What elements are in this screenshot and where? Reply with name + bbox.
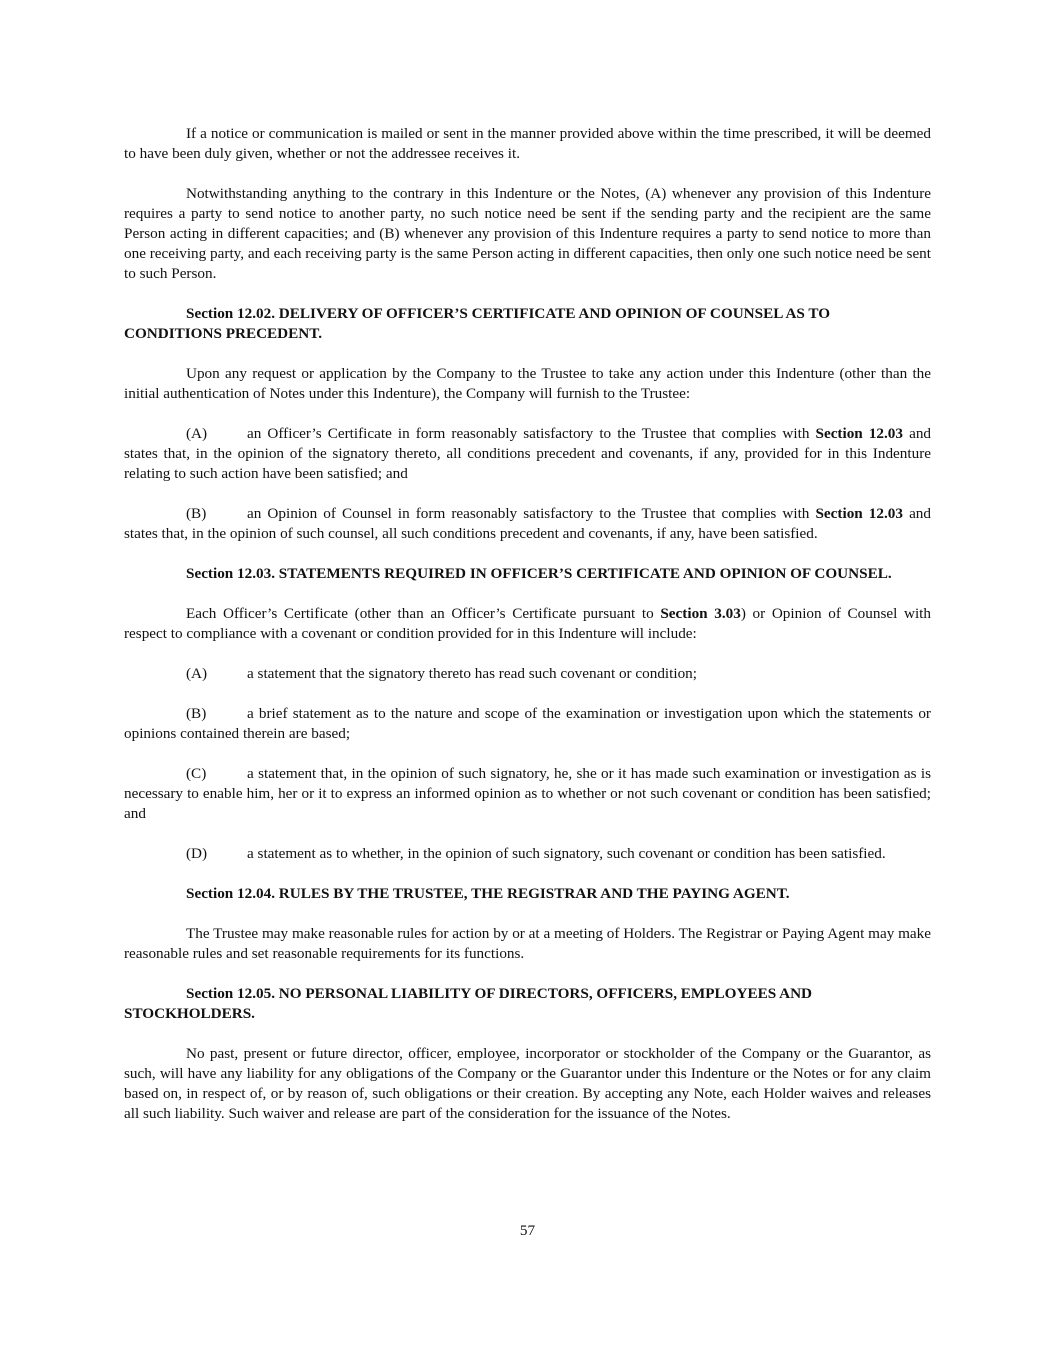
section-12-03-item-b <box>124 704 931 744</box>
item-label: (B) <box>186 505 207 522</box>
item-text: an Opinion of Counsel in form reasonably satisfactory to the Trustee that complies with <box>247 505 810 522</box>
section-12-02-heading: Section 12.02. DELIVERY OF OFFICER’S CERTIFICATE AND OPINION OF COUNSEL AS TO CONDITIONS PRECEDENT. <box>124 305 831 342</box>
item-text-cont: and states that, in the opinion of the signatory thereto, all conditions precedent and covenants, if any, provided for in this Indenture relating to such action have been satisfied; and <box>124 425 932 482</box>
section-reference: Section 12.03 <box>815 505 903 522</box>
section-12-02-intro: Upon any request or application by the Company to the Trustee to take any action under this Indenture (other than the initial authentication of Notes under this Indenture), the Company will furnish to the Trustee: <box>124 365 931 402</box>
section-12-04-heading: Section 12.04. RULES BY THE TRUSTEE, THE REGISTRAR AND THE PAYING AGENT. <box>186 885 790 902</box>
section-12-03-intro <box>124 604 931 644</box>
document-page <box>124 124 931 1144</box>
item-label: (A) <box>186 665 208 682</box>
section-12-05-text: No past, present or future director, officer, employee, incorporator or stockholder of the Company or the Guarantor, as such, will have any liability for any obligations of the Company or the Guarantor under this Indenture or the Notes or for any claim based on, in respect of, or by reason of, such obligations or their creation. By accepting any Note, each Holder waives and releases all such liability. Such waiver and release are part of the consideration for the issuance of the Notes. <box>124 1045 931 1122</box>
section-12-03-item-a <box>124 664 931 684</box>
item-text: a statement as to whether, in the opinion of such signatory, such covenant or condition has been satisfied. <box>247 845 886 862</box>
section-12-02-item-b <box>124 504 931 544</box>
section-12-03-item-c <box>124 764 931 824</box>
section-reference: Section 12.03 <box>815 425 903 442</box>
section-12-03-heading: Section 12.03. STATEMENTS REQUIRED IN OFFICER’S CERTIFICATE AND OPINION OF COUNSEL. <box>186 565 892 582</box>
item-label: (C) <box>186 765 207 782</box>
item-text: a brief statement as to the nature and scope of the examination or investigation upon which the statements or opinions contained therein are based; <box>124 705 931 742</box>
item-text: a statement that, in the opinion of such signatory, he, she or it has made such examination or investigation as is necessary to enable him, her or it to express an informed opinion as to whether or not such covenant or condition has been satisfied; and <box>124 765 931 822</box>
section-12-02-item-a <box>124 424 931 484</box>
intro-text-cont: ) or Opinion of Counsel with respect to compliance with a covenant or condition provided for in this Indenture will include: <box>124 605 931 642</box>
item-label: (D) <box>186 845 208 862</box>
paragraph-notwithstanding: Notwithstanding anything to the contrary in this Indenture or the Notes, (A) whenever any provision of this Indenture requires a party to send notice to another party, no such notice need be sent if the sending party and the recipient are the same Person acting in different capacities; and (B) whenever any provision of this Indenture requires a party to send notice to more than one receiving party, and each receiving party is the same Person acting in different capacities, then only one such notice need be sent to such Person. <box>124 185 931 282</box>
page-number: 57 <box>519 1222 536 1239</box>
paragraph-notice-deemed-given: If a notice or communication is mailed or sent in the manner provided above within the time prescribed, it will be deemed to have been duly given, whether or not the addressee receives it. <box>124 125 931 162</box>
item-label: (A) <box>186 425 208 442</box>
item-text-cont: and states that, in the opinion of such counsel, all such conditions precedent and covenants, if any, have been satisfied. <box>124 505 931 542</box>
item-text: an Officer’s Certificate in form reasonably satisfactory to the Trustee that complies with <box>247 425 810 442</box>
section-12-05-heading: Section 12.05. NO PERSONAL LIABILITY OF DIRECTORS, OFFICERS, EMPLOYEES AND STOCKHOLDERS. <box>124 985 813 1022</box>
section-12-03-item-d <box>124 844 931 864</box>
item-text: a statement that the signatory thereto has read such covenant or condition; <box>247 665 697 682</box>
section-reference: Section 3.03 <box>660 605 741 622</box>
intro-text: Each Officer’s Certificate (other than an Officer’s Certificate pursuant to <box>186 605 661 622</box>
section-12-04-text: The Trustee may make reasonable rules for action by or at a meeting of Holders. The Registrar or Paying Agent may make reasonable rules and set reasonable requirements for its functions. <box>124 925 931 962</box>
item-label: (B) <box>186 705 207 722</box>
